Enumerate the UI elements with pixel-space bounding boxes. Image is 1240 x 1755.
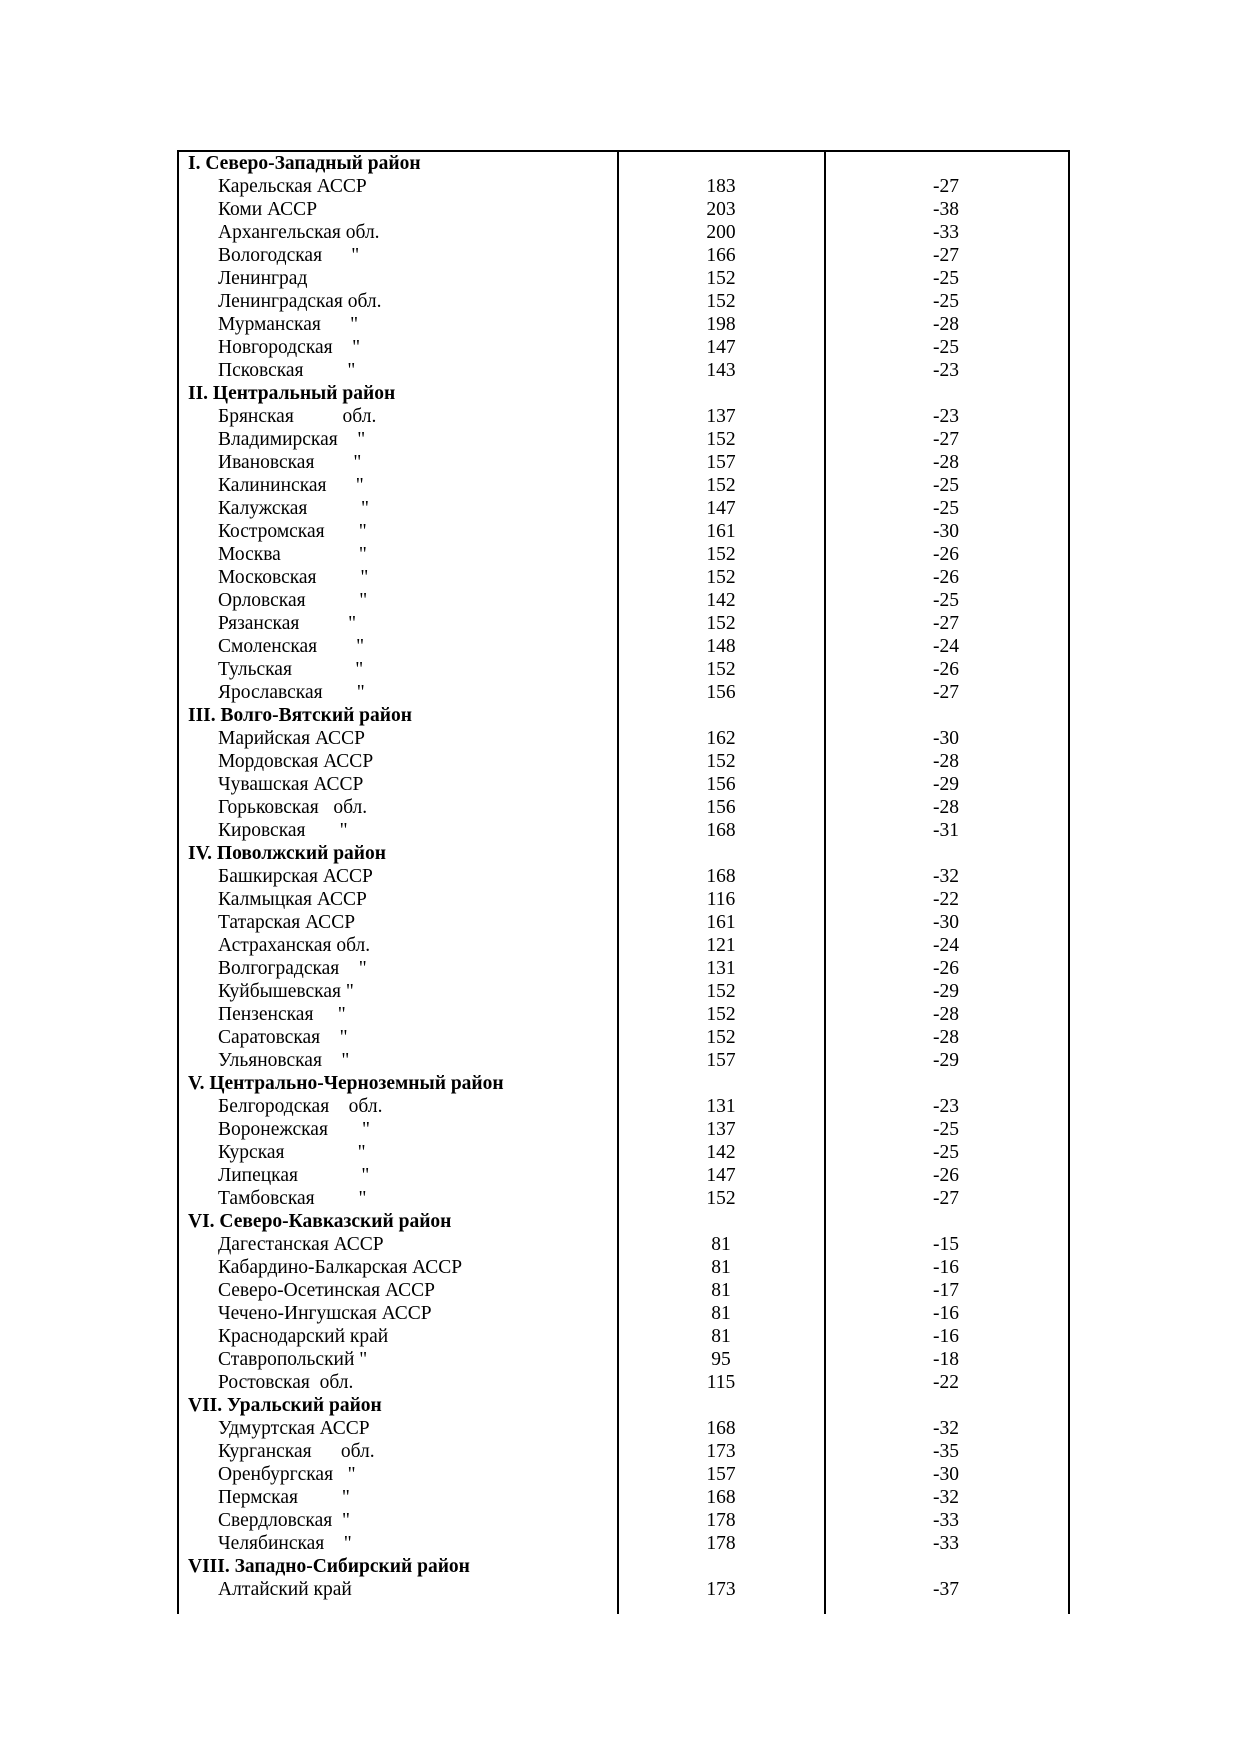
table-row [177,635,1070,658]
value-col-1: 162 [706,728,736,749]
value-col-1: 142 [706,1142,736,1163]
region-header-row [177,1210,1070,1233]
region-name: Ярославская " [218,682,365,703]
region-title: II. Центральный район [188,383,396,404]
region-name: Оренбургская " [218,1464,356,1485]
table-row [177,1417,1070,1440]
value-col-1: 81 [711,1234,731,1255]
region-name: Курганская обл. [218,1441,375,1462]
table-row [177,1532,1070,1555]
table-row [177,520,1070,543]
value-col-2: -24 [933,935,959,956]
region-name: Архангельская обл. [218,222,380,243]
value-col-2: -30 [933,912,959,933]
value-col-2: -17 [933,1280,959,1301]
value-col-1: 168 [706,1418,736,1439]
value-col-1: 200 [706,222,736,243]
value-col-2: -23 [933,406,959,427]
value-col-1: 152 [706,268,736,289]
value-col-1: 152 [706,1004,736,1025]
value-col-2: -27 [933,176,959,197]
region-name: Московская " [218,567,369,588]
table-row [177,796,1070,819]
table-row [177,750,1070,773]
value-col-2: -22 [933,1372,959,1393]
value-col-2: -38 [933,199,959,220]
region-name: Челябинская " [218,1533,352,1554]
value-col-2: -23 [933,360,959,381]
value-col-2: -32 [933,866,959,887]
table-row [177,1256,1070,1279]
table-row [177,911,1070,934]
region-name: Северо-Осетинская АССР [218,1280,435,1301]
table-row [177,1095,1070,1118]
value-col-2: -26 [933,659,959,680]
value-col-2: -16 [933,1303,959,1324]
region-title: VI. Северо-Кавказский район [188,1211,452,1232]
value-col-1: 81 [711,1257,731,1278]
region-title: III. Волго-Вятский район [188,705,412,726]
region-name: Свердловская " [218,1510,350,1531]
value-col-2: -28 [933,1004,959,1025]
region-name: Ставропольский " [218,1349,368,1370]
table-row [177,474,1070,497]
region-name: Тамбовская " [218,1188,367,1209]
value-col-2: -26 [933,1165,959,1186]
value-col-1: 156 [706,682,736,703]
region-title: V. Центрально-Черноземный район [188,1073,504,1094]
table-row [177,198,1070,221]
region-header-row [177,842,1070,865]
table-row [177,1486,1070,1509]
value-col-1: 157 [706,452,736,473]
value-col-1: 152 [706,1188,736,1209]
value-col-1: 168 [706,866,736,887]
region-name: Чувашская АССР [218,774,364,795]
value-col-2: -26 [933,567,959,588]
table-row [177,1509,1070,1532]
region-name: Куйбышевская " [218,981,354,1002]
data-table [177,150,1070,1614]
table-row [177,1371,1070,1394]
table-row [177,290,1070,313]
region-name: Ленинград [218,268,308,289]
table-row [177,1164,1070,1187]
value-col-1: 115 [706,1372,736,1393]
value-col-2: -26 [933,958,959,979]
value-col-1: 147 [706,337,736,358]
region-header-row [177,1555,1070,1578]
region-name: Владимирская " [218,429,366,450]
value-col-2: -37 [933,1579,959,1600]
value-col-1: 178 [706,1533,736,1554]
value-col-1: 152 [706,291,736,312]
region-name: Москва " [218,544,367,565]
value-col-2: -35 [933,1441,959,1462]
table-row [177,1233,1070,1256]
table-row [177,1348,1070,1371]
table-row [177,175,1070,198]
table-row [177,865,1070,888]
table-row [177,428,1070,451]
region-name: Пензенская " [218,1004,346,1025]
table-row [177,819,1070,842]
value-col-2: -25 [933,475,959,496]
table-row [177,773,1070,796]
region-name: Краснодарский край [218,1326,389,1347]
value-col-1: 143 [706,360,736,381]
value-col-2: -18 [933,1349,959,1370]
value-col-1: 137 [706,1119,736,1140]
value-col-2: -25 [933,1119,959,1140]
value-col-2: -27 [933,1188,959,1209]
value-col-1: 156 [706,797,736,818]
value-col-1: 168 [706,820,736,841]
value-col-2: -23 [933,1096,959,1117]
table-row [177,934,1070,957]
value-col-2: -29 [933,774,959,795]
region-name: Тульская " [218,659,364,680]
value-col-1: 166 [706,245,736,266]
value-col-2: -29 [933,1050,959,1071]
table-row [177,1049,1070,1072]
value-col-1: 157 [706,1464,736,1485]
value-col-2: -16 [933,1257,959,1278]
value-col-1: 152 [706,475,736,496]
value-col-2: -27 [933,245,959,266]
region-name: Смоленская " [218,636,365,657]
region-name: Брянская обл. [218,406,377,427]
value-col-2: -28 [933,797,959,818]
region-name: Ульяновская " [218,1050,350,1071]
region-name: Саратовская " [218,1027,348,1048]
region-title: VII. Уральский район [188,1395,382,1416]
value-col-1: 116 [706,889,736,910]
region-name: Марийская АССР [218,728,365,749]
region-header-row [177,152,1070,175]
value-col-1: 156 [706,774,736,795]
table-row [177,497,1070,520]
table-row [177,658,1070,681]
region-name: Башкирская АССР [218,866,373,887]
value-col-1: 131 [706,1096,736,1117]
region-header-row [177,382,1070,405]
value-col-2: -32 [933,1418,959,1439]
table-row [177,888,1070,911]
region-name: Калужская " [218,498,369,519]
region-name: Рязанская " [218,613,357,634]
value-col-2: -30 [933,1464,959,1485]
region-name: Ленинградская обл. [218,291,382,312]
value-col-1: 81 [711,1280,731,1301]
value-col-1: 121 [706,935,736,956]
table-row [177,1003,1070,1026]
value-col-1: 178 [706,1510,736,1531]
value-col-1: 81 [711,1303,731,1324]
value-col-1: 147 [706,498,736,519]
region-name: Ивановская " [218,452,362,473]
value-col-1: 198 [706,314,736,335]
value-col-1: 95 [711,1349,731,1370]
value-col-1: 161 [706,912,736,933]
value-col-2: -27 [933,429,959,450]
table-row [177,1325,1070,1348]
table-row [177,405,1070,428]
value-col-1: 131 [706,958,736,979]
region-name: Липецкая " [218,1165,370,1186]
value-col-2: -25 [933,590,959,611]
table-row [177,681,1070,704]
value-col-2: -25 [933,337,959,358]
table-row [177,612,1070,635]
table-row [177,1187,1070,1210]
region-name: Алтайский край [218,1579,352,1600]
value-col-2: -32 [933,1487,959,1508]
value-col-2: -28 [933,751,959,772]
table-row [177,451,1070,474]
region-title: I. Северо-Западный район [188,153,421,174]
table-row [177,336,1070,359]
value-col-1: 152 [706,659,736,680]
region-name: Ростовская обл. [218,1372,354,1393]
table-row [177,359,1070,382]
region-header-row [177,1072,1070,1095]
value-col-2: -30 [933,521,959,542]
region-name: Астраханская обл. [218,935,371,956]
table-row [177,1440,1070,1463]
value-col-1: 152 [706,567,736,588]
table-row [177,1578,1070,1601]
value-col-2: -27 [933,682,959,703]
region-name: Калмыцкая АССР [218,889,367,910]
table-row [177,1302,1070,1325]
value-col-2: -16 [933,1326,959,1347]
value-col-1: 173 [706,1441,736,1462]
value-col-1: 203 [706,199,736,220]
value-col-2: -25 [933,498,959,519]
value-col-1: 152 [706,751,736,772]
value-col-2: -25 [933,1142,959,1163]
table-row [177,566,1070,589]
value-col-1: 161 [706,521,736,542]
region-name: Пермская " [218,1487,350,1508]
region-name: Воронежская " [218,1119,371,1140]
value-col-2: -33 [933,1533,959,1554]
table-row [177,1026,1070,1049]
region-name: Орловская " [218,590,368,611]
value-col-2: -26 [933,544,959,565]
table-row [177,313,1070,336]
value-col-2: -28 [933,452,959,473]
region-name: Вологодская " [218,245,360,266]
value-col-1: 173 [706,1579,736,1600]
table-row [177,221,1070,244]
value-col-1: 157 [706,1050,736,1071]
value-col-1: 152 [706,429,736,450]
region-name: Новгородская " [218,337,361,358]
value-col-1: 137 [706,406,736,427]
value-col-2: -25 [933,291,959,312]
region-name: Калининская " [218,475,364,496]
value-col-1: 183 [706,176,736,197]
region-name: Белгородская обл. [218,1096,383,1117]
value-col-2: -27 [933,613,959,634]
value-col-2: -30 [933,728,959,749]
value-col-1: 168 [706,1487,736,1508]
value-col-2: -33 [933,1510,959,1531]
region-name: Коми АССР [218,199,318,220]
table-row [177,244,1070,267]
value-col-2: -31 [933,820,959,841]
region-name: Курская " [218,1142,366,1163]
region-header-row [177,704,1070,727]
region-name: Мурманская " [218,314,359,335]
table-row [177,1141,1070,1164]
value-col-2: -22 [933,889,959,910]
value-col-1: 147 [706,1165,736,1186]
region-title: IV. Поволжский район [188,843,387,864]
region-name: Костромская " [218,521,367,542]
value-col-2: -25 [933,268,959,289]
value-col-1: 152 [706,1027,736,1048]
table-row [177,1118,1070,1141]
value-col-1: 148 [706,636,736,657]
region-name: Дагестанская АССР [218,1234,384,1255]
region-name: Кабардино-Балкарская АССР [218,1257,463,1278]
value-col-1: 142 [706,590,736,611]
value-col-2: -24 [933,636,959,657]
region-name: Волгоградская " [218,958,367,979]
table-row [177,957,1070,980]
region-name: Карельская АССР [218,176,367,197]
region-name: Мордовская АССР [218,751,374,772]
value-col-1: 152 [706,981,736,1002]
value-col-1: 81 [711,1326,731,1347]
table-row [177,980,1070,1003]
region-name: Татарская АССР [218,912,356,933]
region-name: Кировская " [218,820,348,841]
region-name: Горьковская обл. [218,797,368,818]
value-col-2: -28 [933,1027,959,1048]
value-col-2: -29 [933,981,959,1002]
table-row [177,1279,1070,1302]
table-row [177,1463,1070,1486]
value-col-2: -28 [933,314,959,335]
value-col-1: 152 [706,544,736,565]
table-row [177,543,1070,566]
table-row [177,727,1070,750]
region-title: VIII. Западно-Сибирский район [188,1556,470,1577]
value-col-1: 152 [706,613,736,634]
table-row [177,267,1070,290]
region-name: Псковская " [218,360,356,381]
region-name: Чечено-Ингушская АССР [218,1303,432,1324]
table-row [177,589,1070,612]
region-header-row [177,1394,1070,1417]
value-col-2: -15 [933,1234,959,1255]
value-col-2: -33 [933,222,959,243]
region-name: Удмуртская АССР [218,1418,370,1439]
